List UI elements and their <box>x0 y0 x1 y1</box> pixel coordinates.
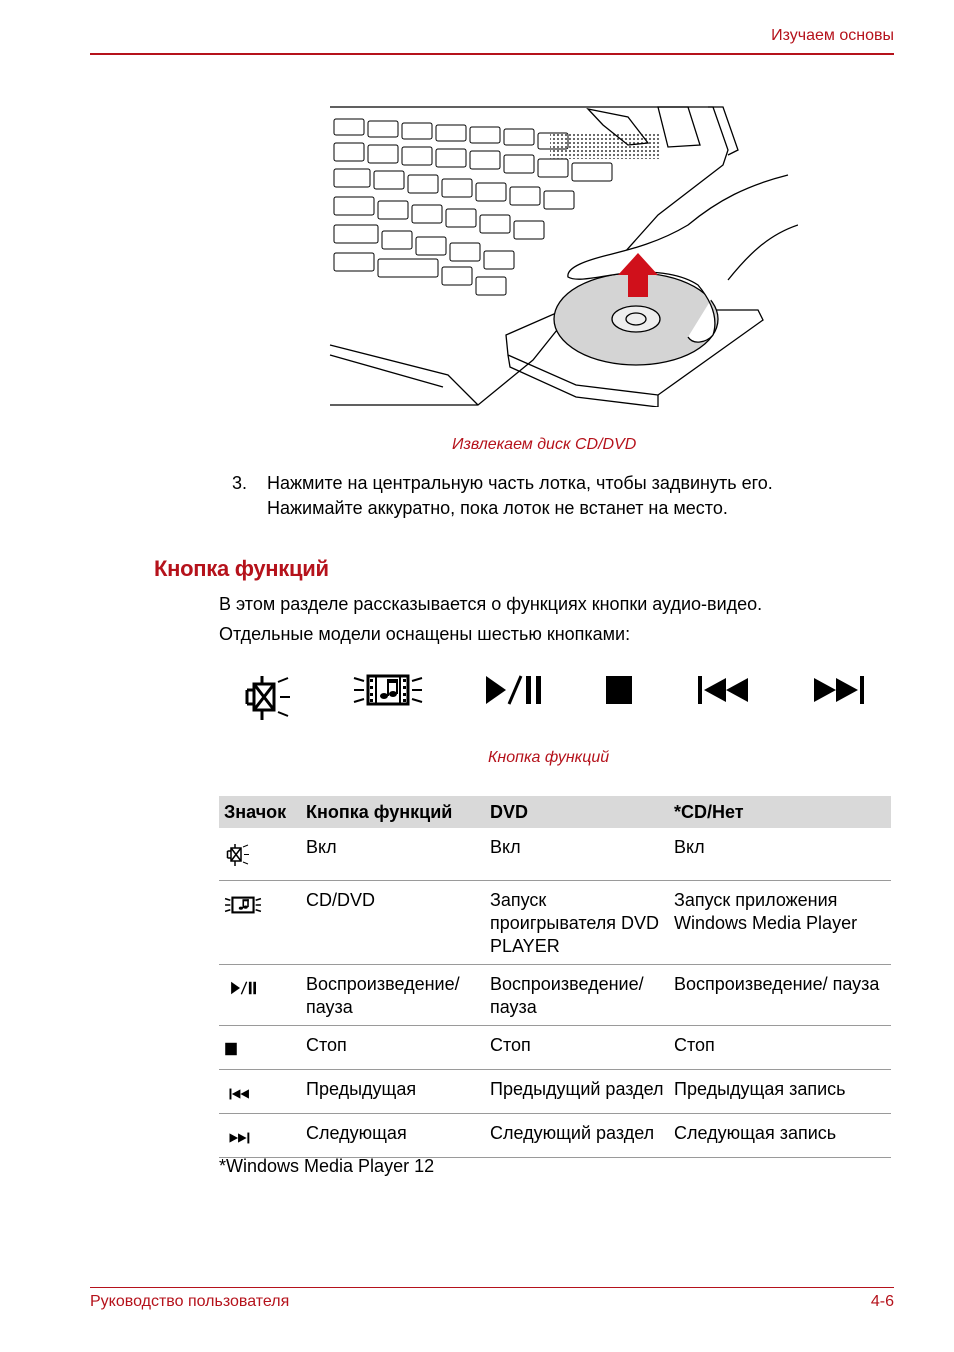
figure-caption: Кнопка функций <box>488 749 610 766</box>
table-cell: Вкл <box>485 828 669 881</box>
table-cell: Предыдущая запись <box>669 1070 891 1114</box>
table-row <box>219 1114 891 1158</box>
section-paragraph-2: Отдельные модели оснащены шестью кнопками: <box>219 624 631 644</box>
table-cell: Предыдущий раздел <box>485 1070 669 1114</box>
footer-rule <box>90 1287 894 1288</box>
table-footnote: *Windows Media Player 12 <box>219 1156 435 1176</box>
step-text-line-1: Нажмите на центральную часть лотка, чтобы задвинуть его. <box>267 473 773 493</box>
laptop-disc-eject-illustration <box>328 105 798 407</box>
table-header-row <box>219 796 891 828</box>
column-header-dvd: DVD <box>485 796 669 828</box>
column-header-cd: *CD/Нет <box>669 796 891 828</box>
table-cell: Вкл <box>669 828 891 881</box>
figure-caption: Извлекаем диск CD/DVD <box>452 436 637 453</box>
section-paragraph-1: В этом разделе рассказывается о функциях кнопки аудио-видео. <box>219 594 763 614</box>
table-cell: Следующая <box>301 1114 485 1158</box>
column-header-icon: Значок <box>219 796 301 828</box>
function-buttons-table <box>219 796 891 1158</box>
table-cell: Запуск приложения Windows Media Player <box>669 881 891 965</box>
table-cell: Следующая запись <box>669 1114 891 1158</box>
media-icon <box>224 895 262 915</box>
table-cell: Запуск проигрывателя DVD PLAYER <box>485 881 669 965</box>
table-row <box>219 965 891 1026</box>
table-cell: Воспроизведение/ пауза <box>485 965 669 1026</box>
next-icon <box>224 1131 256 1145</box>
header-rule <box>90 53 894 55</box>
column-header-function: Кнопка функций <box>301 796 485 828</box>
table-cell: Следующий раздел <box>485 1114 669 1158</box>
table-cell: Стоп <box>301 1026 485 1070</box>
table-cell: Предыдущая <box>301 1070 485 1114</box>
stop-icon <box>224 1041 238 1057</box>
table-cell: Стоп <box>485 1026 669 1070</box>
footer-title: Руководство пользователя <box>90 1293 290 1310</box>
page-number: 4-6 <box>870 1293 894 1310</box>
function-buttons-figure <box>240 672 880 732</box>
previous-icon <box>696 672 754 708</box>
play-pause-icon <box>224 980 264 996</box>
step-text-line-2: Нажимайте аккуратно, пока лоток не встанет на место. <box>267 498 728 518</box>
table-cell: Воспроизведение/ пауза <box>301 965 485 1026</box>
mute-icon <box>224 842 252 868</box>
table-row <box>219 1070 891 1114</box>
table-cell: Стоп <box>669 1026 891 1070</box>
table-cell: Вкл <box>301 828 485 881</box>
table-row <box>219 881 891 965</box>
next-icon <box>812 672 870 708</box>
running-header: Изучаем основы <box>771 27 894 44</box>
table-row <box>219 828 891 881</box>
mute-icon <box>244 672 292 724</box>
media-icon <box>352 672 424 708</box>
previous-icon <box>224 1087 256 1101</box>
step-number: 3. <box>232 473 248 493</box>
section-title: Кнопка функций <box>154 556 329 581</box>
table-row <box>219 1026 891 1070</box>
play-pause-icon <box>484 672 546 708</box>
table-cell: Воспроизведение/ пауза <box>669 965 891 1026</box>
stop-icon <box>605 672 633 708</box>
table-cell: CD/DVD <box>301 881 485 965</box>
